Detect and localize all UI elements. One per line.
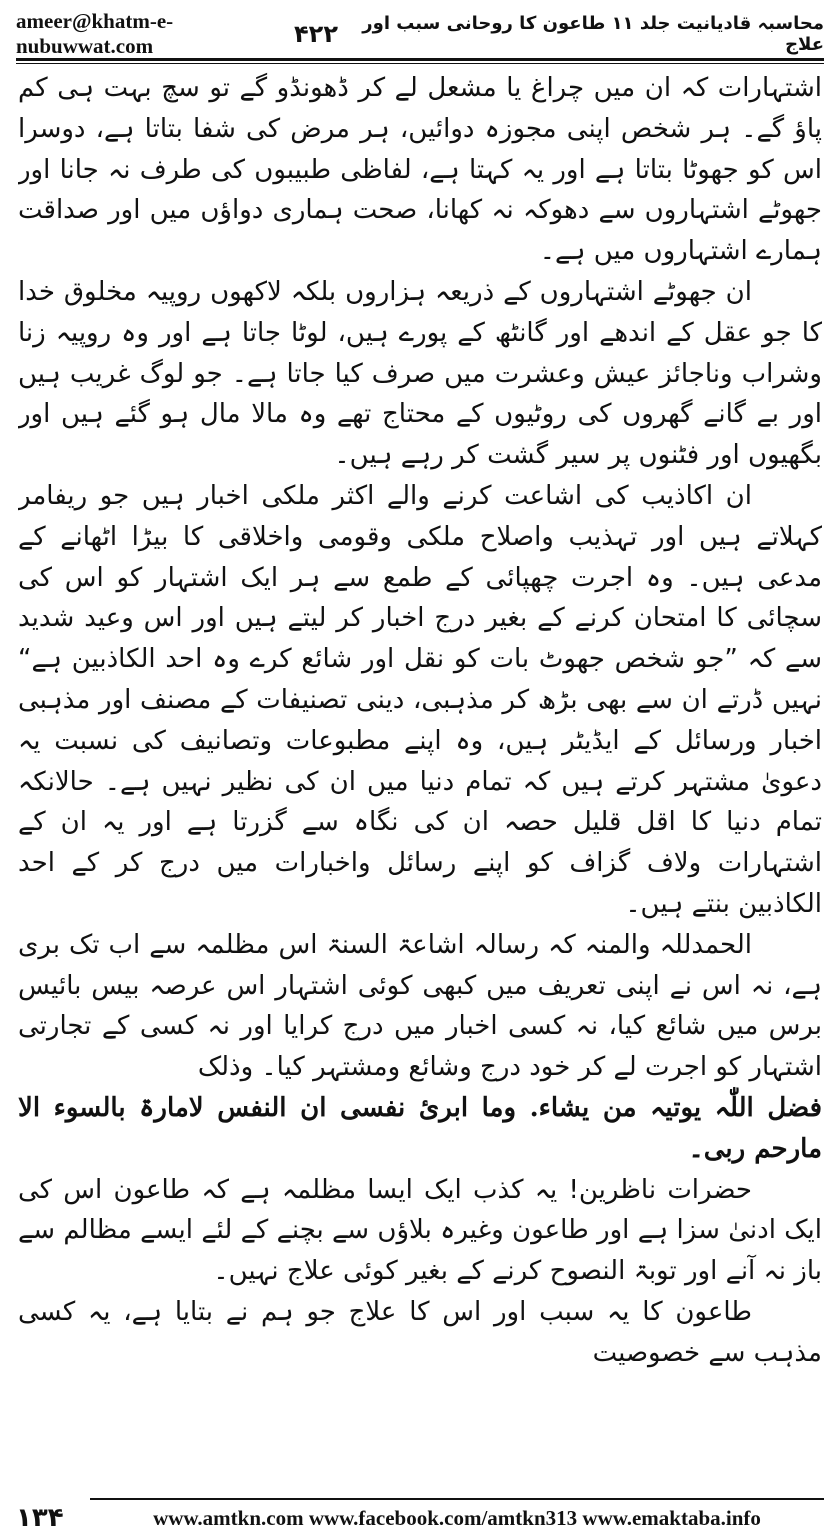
header-email: ameer@khatm-e-nubuwwat.com (16, 9, 174, 58)
page-footer (16, 1500, 824, 1536)
header-book-title: محاسبہ قادیانیت جلد ۱۱ طاعون کا روحانی سبب اور علاج (362, 13, 824, 55)
paragraph: حضرات ناظرین! یہ کذب ایک ایسا مظلمہ ہے کہ طاعون اس کی ایک ادنیٰ سزا ہے اور طاعون وغیرہ بلاؤں سے بچنے کے لئے ایسے مظالم سے باز نہ آنے اور توبۃ النصوح کرنے کے بغیر کوئی علاج نہیں۔ (18, 1174, 822, 1287)
page-body (18, 68, 822, 1480)
header-title-group (294, 13, 824, 55)
paragraph: طاعون کا یہ سبب اور اس کا علاج جو ہم نے بتایا ہے، یہ کسی مذہب سے خصوصیت (18, 1296, 822, 1368)
page-header (16, 9, 824, 58)
paragraph: ان اکاذیب کی اشاعت کرنے والے اکثر ملکی اخبار ہیں جو ریفامر کہلاتے ہیں اور تہذیب واصلاح ملکی وقومی واخلاقی کا بیڑا اٹھانے کے مدعی ہیں۔ وہ اجرت چھپائی کے طمع سے ہر ایک اشتہار کو اس کی سچائی کا امتحان کرنے کے بغیر درج اخبار کر لیتے ہیں اور اس وعید شدید سے کہ ”جو شخص جھوٹ بات کو نقل اور شائع کرے وہ احد الکاذبین ہے“ نہیں ڈرتے ان سے بھی بڑھ کر مذہبی، دینی تصنیفات کے مصنف اور مذہبی اخبار ورسائل کے ایڈیٹر ہیں، وہ اپنے مطبوعات وتصانیف کی نسبت یہ دعویٰ مشتہر کرتے ہیں کہ تمام دنیا میں ان کی نظیر نہیں ہے۔ حالانکہ تمام دنیا کا اقل قلیل حصہ ان کی نگاہ سے گزرتا ہے اور یہ ان کے اشتہارات ولاف گزاف کو اپنے رسائل واخبارات میں درج کر کے احد الکاذبین بنتے ہیں۔ (18, 480, 822, 919)
paragraph: الحمدللہ والمنہ کہ رسالہ اشاعۃ السنۃ اس مظلمہ سے اب تک بری ہے، نہ اس نے اپنی تعریف میں کبھی کوئی اشتہار اس عرصہ بیس بائیس برس میں شائع کیا، نہ کسی اخبار میں درج کرایا اور نہ کسی کے تجارتی اشتہار کو اجرت لے کر خود درج وشائع ومشتہر کیا۔ وذلک (18, 929, 822, 1083)
paragraph: ان جھوٹے اشتہاروں کے ذریعہ ہزاروں بلکہ لاکھوں روپیہ مخلوق خدا کا جو عقل کے اندھے اور گانٹھ کے پورے ہیں، لوٹا جاتا ہے اور وہ روپیہ زنا وشراب وناجائز عیش وعشرت میں صرف کیا جاتا ہے۔ جو لوگ غریب ہیں اور بے گانے گھروں کی روٹیوں کے محتاج تھے وہ مالا مال ہو گئے ہیں اور بگھیوں اور فٹنوں پر سیر گشت کر رہے ہیں۔ (18, 276, 822, 471)
arabic-quotation: فضل اللّٰہ یوتیہ من یشاء. وما ابرئ نفسی ان النفس لامارۃ بالسوء الا مارحم ربی۔ (18, 1092, 822, 1164)
footer-page-number: ۱۳۴ (16, 1503, 64, 1533)
header-divider (16, 58, 824, 64)
footer-links: www.amtkn.com www.facebook.com/amtkn313 www.emaktaba.info (153, 1505, 761, 1530)
header-page-number: ۴۲۲ (294, 20, 338, 48)
paragraph: اشتہارات کہ ان میں چراغ یا مشعل لے کر ڈھونڈو گے تو سچ بہت ہی کم پاؤ گے۔ ہر شخص اپنی مجوزہ دوائیں، ہر مرض کی شفا بتاتا ہے، دوسرا اس کو جھوٹا بتاتا ہے اور یہ کہتا ہے، لفاظی طبیبوں کی طرف نہ جانا اور جھوٹے اشتہاروں سے دھوکہ نہ کھانا، صحت ہماری دواؤں میں اور صداقت ہمارے اشتہاروں میں ہے۔ (18, 73, 822, 267)
